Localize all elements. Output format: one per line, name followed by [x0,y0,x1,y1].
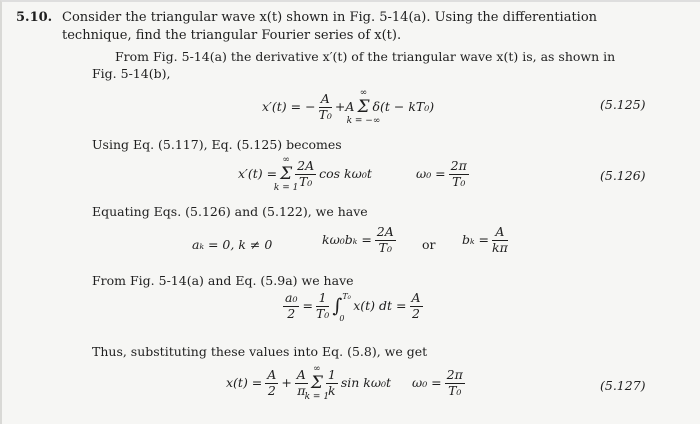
eq-bk: bₖ = $\frac{A}{k\pi}$ [462,224,508,255]
word-or: or [422,237,436,252]
eq126-term: cos kω₀t [319,165,372,181]
solution-para1-line1: From Fig. 5-14(a) the derivative x′(t) of the triangular wave x(t) is, as shown in [115,49,616,64]
eq126-lhs: x′(t) = [238,165,278,181]
eq126-sum: Σ ∞ k = 1 [273,154,299,193]
solution-para1-line2: Fig. 5-14(b), [92,66,171,81]
eq126-omega: ω₀ = $\frac{2\pi}{\text{T₀}}$ [416,158,467,189]
eq127-label: (5.127) [600,378,646,393]
eq125-lhs: x′(t) = − [262,98,316,114]
equation-a0: $\frac{\text{a₀}}{2}$ = $\frac{1}{\text{T₀}}$ ∫ T₀ 0 x(t) dt = $\frac{A}{2}$ [285,290,421,323]
eq125-term: δ(t − kT₀) [372,98,435,114]
problem-statement-line1: Consider the triangular wave x(t) shown in Fig. 5-14(a). Using the differentiation [62,10,598,25]
integral-sign: ∫ T₀ 0 [332,291,351,323]
equation-5-127: x(t) = $\frac{A}{2}$ + $\frac{A}{\pi}$ Σ ∞ k = 1 $\frac{1}{k}$ sin kω₀t [226,363,392,402]
text-from: From Fig. 5-14(a) and Eq. (5.9a) we have [92,273,354,288]
eq126-fraction: $\frac{2A}{\text{T₀}}$ [297,158,315,189]
eq-ak: aₖ = 0, k ≠ 0 [192,237,273,252]
problem-number: 5.10. [16,10,53,25]
text-thus: Thus, substituting these values into Eq. (5.8), we get [92,344,428,359]
eq125-label: (5.125) [600,97,646,112]
eq-kw-bk: kω₀bₖ = $\frac{2A}{\text{T₀}}$ [322,224,394,255]
text-equating: Equating Eqs. (5.126) and (5.122), we have [92,204,368,219]
problem-statement-line2: technique, find the triangular Fourier series of x(t). [62,28,402,43]
eq127-sum: Σ ∞ k = 1 [304,363,330,402]
eq126-label: (5.126) [600,168,646,183]
eq125-sum: Σ ∞ k = −∞ [346,87,381,126]
equation-5-126 [238,154,372,193]
eq125-fraction: $\frac{A}{\text{T₀}}$ [318,91,332,122]
eq127-omega: ω₀ = $\frac{2\pi}{\text{T₀}}$ [412,367,463,398]
equation-5-125 [262,87,435,126]
text-using: Using Eq. (5.117), Eq. (5.125) becomes [92,137,342,152]
eq125-mid: +A [334,98,355,114]
